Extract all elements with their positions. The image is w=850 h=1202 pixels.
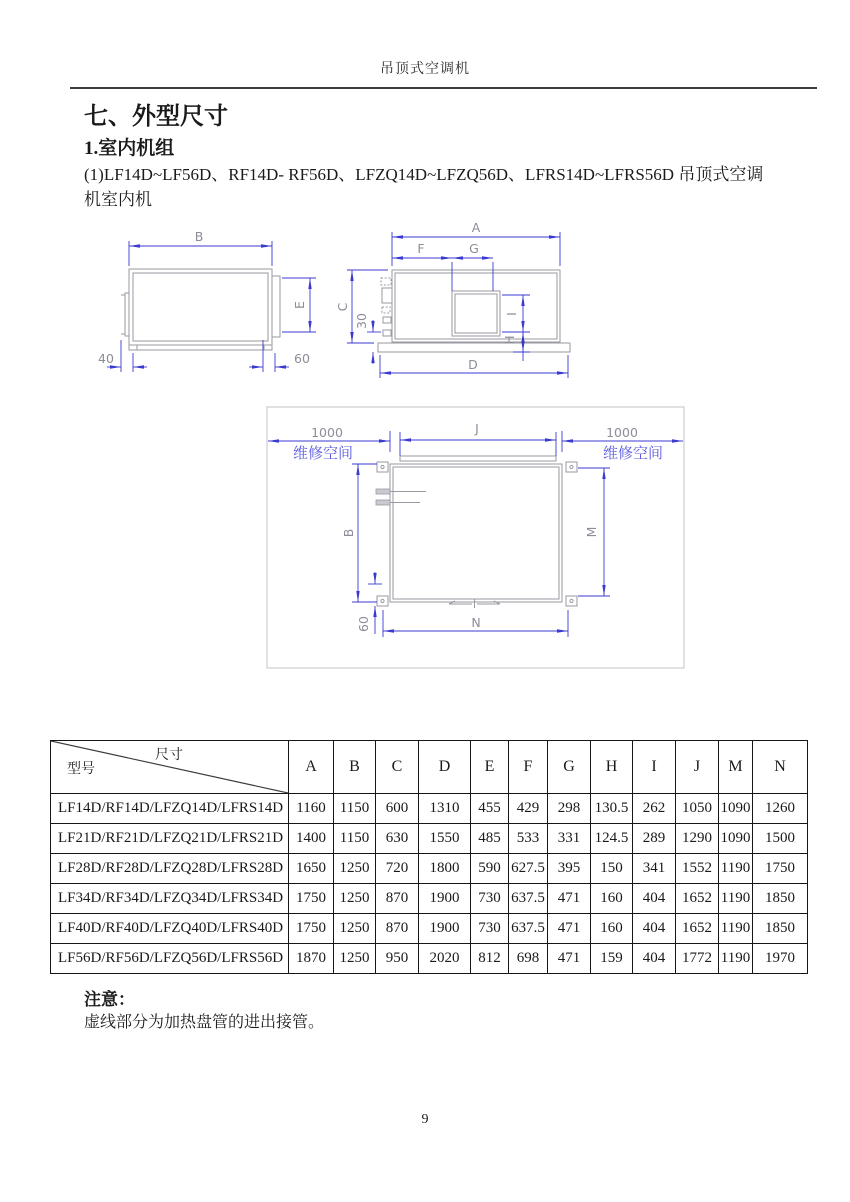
value-cell: 1772 [676, 944, 719, 974]
value-cell: 1550 [419, 824, 471, 854]
value-cell: 1800 [419, 854, 471, 884]
note-body: 虚线部分为加热盘管的进出接管。 [84, 1014, 325, 1031]
value-cell: 1260 [753, 794, 808, 824]
value-cell: 1090 [719, 794, 753, 824]
section-title: 七、外型尺寸 [84, 104, 228, 130]
value-cell: 150 [591, 854, 633, 884]
value-cell: 1150 [334, 794, 376, 824]
table-row [51, 824, 808, 854]
column-header: H [591, 741, 633, 794]
value-cell: 471 [548, 884, 591, 914]
value-cell: 1190 [719, 914, 753, 944]
value-cell: 630 [376, 824, 419, 854]
dimension-drawings [0, 210, 850, 680]
table-header-row [51, 741, 808, 794]
dim-label-1000-right: 1000 [606, 425, 638, 440]
value-cell: 1250 [334, 854, 376, 884]
value-cell: 870 [376, 914, 419, 944]
column-header: J [676, 741, 719, 794]
value-cell: 720 [376, 854, 419, 884]
value-cell: 637.5 [509, 884, 548, 914]
value-cell: 1400 [289, 824, 334, 854]
value-cell: 1552 [676, 854, 719, 884]
value-cell: 298 [548, 794, 591, 824]
value-cell: 1850 [753, 914, 808, 944]
value-cell: 1310 [419, 794, 471, 824]
table-body [51, 794, 808, 974]
value-cell: 404 [633, 944, 676, 974]
column-header: A [289, 741, 334, 794]
value-cell: 1250 [334, 914, 376, 944]
value-cell: 1750 [753, 854, 808, 884]
service-space-label-left: 维修空间 [293, 446, 354, 462]
value-cell: 262 [633, 794, 676, 824]
value-cell: 1850 [753, 884, 808, 914]
corner-label-dimension: 尺寸 [155, 748, 183, 763]
column-header: E [471, 741, 509, 794]
value-cell: 1870 [289, 944, 334, 974]
value-cell: 1900 [419, 914, 471, 944]
value-cell: 1250 [334, 884, 376, 914]
value-cell: 1290 [676, 824, 719, 854]
value-cell: 289 [633, 824, 676, 854]
value-cell: 1050 [676, 794, 719, 824]
value-cell: 1250 [334, 944, 376, 974]
value-cell: 950 [376, 944, 419, 974]
service-space-label-right: 维修空间 [603, 446, 664, 462]
value-cell: 870 [376, 884, 419, 914]
value-cell: 730 [471, 914, 509, 944]
intro-paragraph [84, 162, 789, 212]
value-cell: 124.5 [591, 824, 633, 854]
header-rule [70, 87, 817, 89]
value-cell: 698 [509, 944, 548, 974]
value-cell: 404 [633, 914, 676, 944]
dim-label-1000-left: 1000 [311, 425, 343, 440]
column-header: M [719, 741, 753, 794]
value-cell: 1190 [719, 854, 753, 884]
dim-label-g: G [469, 241, 479, 256]
column-header: C [376, 741, 419, 794]
dim-label-m: M [584, 526, 599, 538]
value-cell: 2020 [419, 944, 471, 974]
front-view-drawing [335, 220, 570, 378]
table-corner-cell [51, 741, 289, 794]
corner-label-model: 型号 [67, 762, 95, 777]
model-cell: LF28D/RF28D/LFZQ28D/LFRS28D [51, 854, 289, 884]
intro-line-1: (1)LF14D~LF56D、RF14D- RF56D、LFZQ14D~LFZQ56D、LFRS14D~LFRS56D 吊顶式空调 [84, 165, 764, 184]
value-cell: 1900 [419, 884, 471, 914]
value-cell: 160 [591, 914, 633, 944]
value-cell: 1090 [719, 824, 753, 854]
model-cell: LF34D/RF34D/LFZQ34D/LFRS34D [51, 884, 289, 914]
value-cell: 1970 [753, 944, 808, 974]
value-cell: 159 [591, 944, 633, 974]
dim-label-60-side: 60 [294, 351, 310, 366]
dim-label-e: E [292, 301, 307, 309]
table-row [51, 914, 808, 944]
table-row [51, 794, 808, 824]
value-cell: 812 [471, 944, 509, 974]
value-cell: 1150 [334, 824, 376, 854]
dimensions-table [50, 740, 808, 974]
dim-label-n: N [471, 615, 481, 630]
value-cell: 160 [591, 884, 633, 914]
section-subtitle: 1.室内机组 [84, 138, 175, 159]
value-cell: 395 [548, 854, 591, 884]
dim-label-j: J [475, 421, 479, 436]
model-cell: LF14D/RF14D/LFZQ14D/LFRS14D [51, 794, 289, 824]
value-cell: 341 [633, 854, 676, 884]
dim-label-h: H [502, 335, 517, 345]
value-cell: 331 [548, 824, 591, 854]
dim-label-60-plan: 60 [356, 616, 371, 632]
value-cell: 404 [633, 884, 676, 914]
value-cell: 533 [509, 824, 548, 854]
value-cell: 600 [376, 794, 419, 824]
value-cell: 637.5 [509, 914, 548, 944]
value-cell: 1652 [676, 914, 719, 944]
value-cell: 471 [548, 914, 591, 944]
dim-label-a: A [471, 220, 481, 235]
dim-label-c: C [335, 302, 350, 312]
column-header: B [334, 741, 376, 794]
model-cell: LF40D/RF40D/LFZQ40D/LFRS40D [51, 914, 289, 944]
value-cell: 1190 [719, 884, 753, 914]
model-cell: LF56D/RF56D/LFZQ56D/LFRS56D [51, 944, 289, 974]
value-cell: 590 [471, 854, 509, 884]
side-view-drawing [98, 229, 316, 372]
value-cell: 455 [471, 794, 509, 824]
dim-label-b-plan: B [341, 528, 356, 538]
value-cell: 1652 [676, 884, 719, 914]
page-number: 9 [421, 1112, 429, 1127]
column-header: I [633, 741, 676, 794]
plan-view-drawing [267, 407, 684, 668]
model-cell: LF21D/RF21D/LFZQ21D/LFRS21D [51, 824, 289, 854]
note-title: 注意： [84, 990, 135, 1009]
value-cell: 1160 [289, 794, 334, 824]
column-header: N [753, 741, 808, 794]
value-cell: 1650 [289, 854, 334, 884]
value-cell: 1190 [719, 944, 753, 974]
value-cell: 485 [471, 824, 509, 854]
value-cell: 1500 [753, 824, 808, 854]
value-cell: 471 [548, 944, 591, 974]
column-header: F [509, 741, 548, 794]
value-cell: 627.5 [509, 854, 548, 884]
value-cell: 429 [509, 794, 548, 824]
dim-label-40: 40 [98, 351, 114, 366]
value-cell: 130.5 [591, 794, 633, 824]
column-header: D [419, 741, 471, 794]
value-cell: 730 [471, 884, 509, 914]
dim-label-30: 30 [354, 313, 369, 329]
value-cell: 1750 [289, 884, 334, 914]
running-header: 吊顶式空调机 [380, 62, 470, 77]
column-header: G [548, 741, 591, 794]
dim-label-f: F [417, 241, 425, 256]
intro-line-2: 机室内机 [84, 190, 152, 209]
dim-label-b-side: B [194, 229, 204, 244]
value-cell: 1750 [289, 914, 334, 944]
table-row [51, 854, 808, 884]
dim-label-i: I [504, 312, 519, 316]
dim-label-d: D [468, 357, 478, 372]
table-row [51, 944, 808, 974]
table-row [51, 884, 808, 914]
